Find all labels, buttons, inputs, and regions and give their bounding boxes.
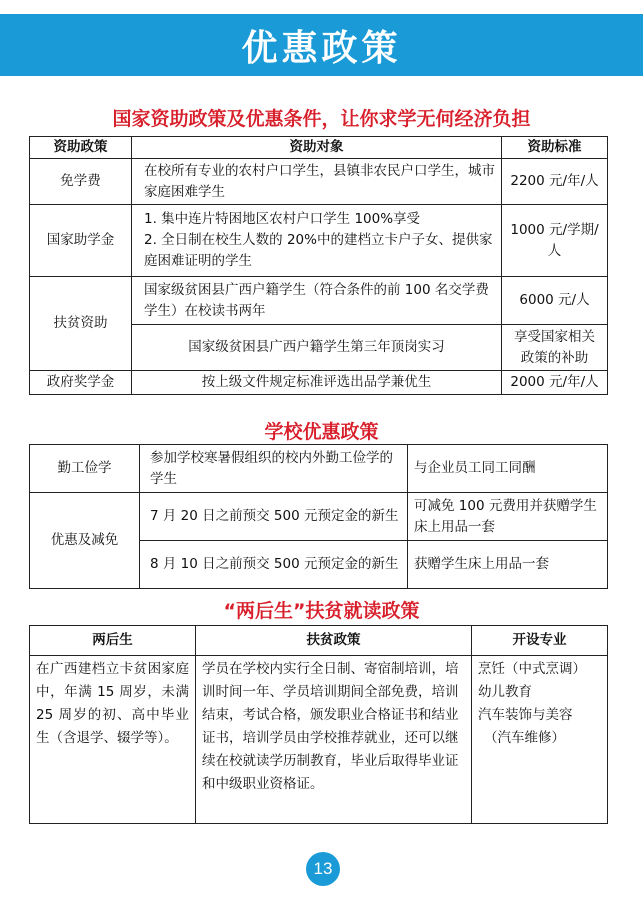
two-after-students-table <box>29 625 608 824</box>
policy-cell: 学员在学校内实行全日制、寄宿制培训，培训时间一年、学员培训期间全部免费，培训结束，考试合格，颁发职业合格证书和结业证书，培训学员由学校推荐就业，还可以继续在校就读学历制教育，毕业后取得毕业证和中级职业资格证。 <box>196 656 472 824</box>
target-cell: 在校所有专业的农村户口学生，县镇非农民户口学生，城市家庭困难学生 <box>132 159 502 205</box>
table-header: 资助标准 <box>502 137 608 159</box>
policy-cell: 优惠及减免 <box>30 493 140 589</box>
standard-cell: 6000 元/人 <box>502 277 608 325</box>
benefit-cell: 获赠学生床上用品一套 <box>408 541 608 589</box>
benefit-cell: 与企业员工同工同酬 <box>408 445 608 493</box>
standard-cell: 2000 元/年/人 <box>502 371 608 395</box>
page-title: 优惠政策 <box>241 27 402 69</box>
policy-cell: 国家助学金 <box>30 205 132 277</box>
page-number-badge <box>306 852 340 886</box>
section-title-school-policy: 学校优惠政策 <box>264 421 379 443</box>
major-item: 烹饪（中式烹调） <box>478 661 586 677</box>
table-header: 开设专业 <box>472 626 608 656</box>
target-cell: 1. 集中连片特困地区农村户口学生 100%享受 2. 全日制在校生人数的 20%中的建档立卡户子女、提供家庭困难证明的学生 <box>132 205 502 277</box>
major-item: （汽车维修） <box>484 730 565 746</box>
policy-cell: 免学费 <box>30 159 132 205</box>
target-cell: 国家级贫困县广西户籍学生（符合条件的前 100 名交学费学生）在校读书两年 <box>132 277 502 325</box>
title-banner <box>0 14 643 76</box>
page-number: 13 <box>313 859 333 878</box>
major-item: 汽车装饰与美容 <box>478 707 573 723</box>
target-cell: 国家级贫困县广西户籍学生第三年顶岗实习 <box>132 325 502 371</box>
policy-cell: 政府奖学金 <box>30 371 132 395</box>
policy-cell: 勤工俭学 <box>30 445 140 493</box>
school-policy-table <box>29 444 608 589</box>
table-header: 扶贫政策 <box>196 626 472 656</box>
policy-cell: 扶贫资助 <box>30 277 132 371</box>
majors-cell <box>472 656 608 824</box>
target-cell: 按上级文件规定标准评选出品学兼优生 <box>132 371 502 395</box>
detail-cell: 参加学校寒暑假组织的校内外勤工俭学的学生 <box>140 445 408 493</box>
section-title-two-after-students: “两后生”扶贫就读政策 <box>223 600 420 622</box>
detail-cell: 8 月 10 日之前预交 500 元预定金的新生 <box>140 541 408 589</box>
benefit-cell: 可减免 100 元费用并获赠学生床上用品一套 <box>408 493 608 541</box>
table-header: 资助对象 <box>132 137 502 159</box>
section-title-national-aid: 国家资助政策及优惠条件，让你求学无何经济负担 <box>112 108 531 130</box>
major-item: 幼儿教育 <box>478 684 532 700</box>
national-aid-table <box>29 136 608 395</box>
detail-cell: 7 月 20 日之前预交 500 元预定金的新生 <box>140 493 408 541</box>
standard-cell: 2200 元/年/人 <box>502 159 608 205</box>
students-cell: 在广西建档立卡贫困家庭中，年满 15 周岁，未满 25 周岁的初、高中毕业生（含退学、辍学等）。 <box>30 656 196 824</box>
standard-cell: 1000 元/学期/人 <box>502 205 608 277</box>
table-header: 两后生 <box>30 626 196 656</box>
standard-cell: 享受国家相关政策的补助 <box>502 325 608 371</box>
table-header: 资助政策 <box>30 137 132 159</box>
